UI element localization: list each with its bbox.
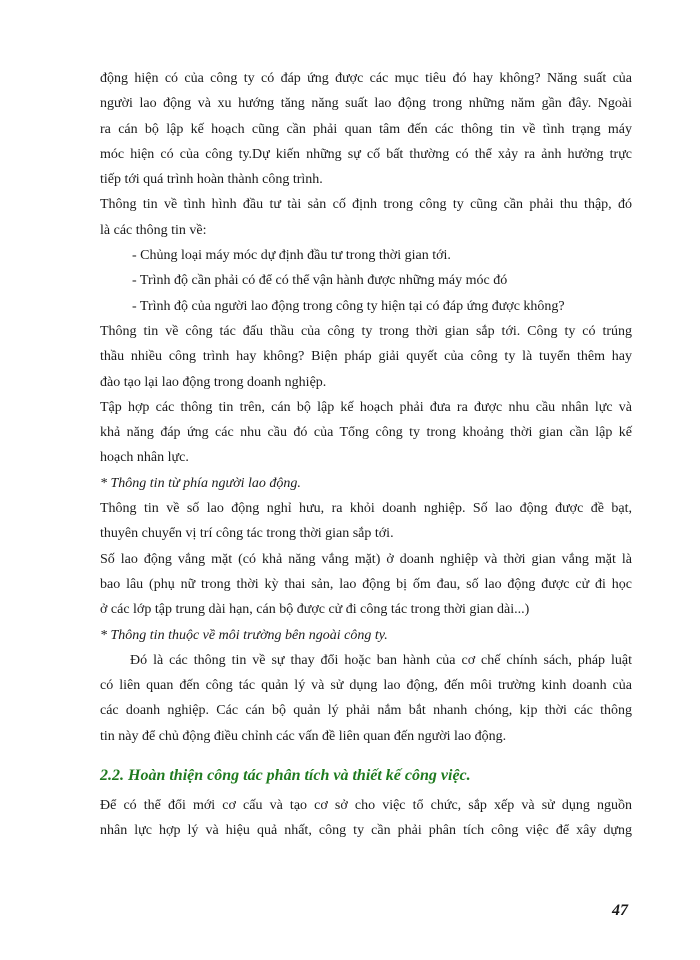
paragraph-summary — [100, 395, 632, 471]
paragraph-machinery — [100, 66, 632, 192]
text-line: người lao động và xu hướng tăng năng suất lao động trong những năm gần đây. Ngoài — [100, 96, 632, 112]
text-line: bao lâu (phụ nữ trong thời kỳ thai sản, lao động bị ốm đau, số lao động được cử đi học — [100, 576, 632, 592]
text-line: Để có thể đổi mới cơ cấu và tạo cơ sở cho việc tổ chức, sắp xếp và sử dụng nguồn — [100, 798, 632, 814]
paragraph-absence — [100, 547, 632, 623]
list-item: - Trình độ của người lao động trong công ty hiện tại có đáp ứng được không? — [132, 298, 565, 314]
subheading-workers: * Thông tin từ phía người lao động. — [100, 475, 301, 491]
text-line: ra cán bộ lập kế hoạch cũng cần phải quan tâm đến các thông tin về tình trạng máy — [100, 121, 632, 137]
text-line: có liên quan đến công tác quản lý và sử dụng lao động, đến môi trường kinh doanh của — [100, 678, 632, 694]
list-item: - Chủng loại máy móc dự định đầu tư trong thời gian tới. — [132, 248, 451, 264]
text-line: thầu nhiều công trình hay không? Biện pháp giải quyết của công ty là tuyển thêm hay — [100, 349, 632, 365]
text-line: động hiện có của công ty có đáp ứng được các mục tiêu đó hay không? Năng suất của — [100, 71, 632, 86]
paragraph-investment — [100, 192, 632, 243]
text-line: Tập hợp các thông tin trên, cán bộ lập kế hoạch phải đưa ra được nhu cầu nhân lực và — [100, 399, 632, 415]
page-number: 47 — [612, 902, 628, 919]
paragraph-job-analysis — [100, 793, 632, 844]
text-line: đào tạo lại lao động trong doanh nghiệp. — [100, 374, 327, 390]
text-line: Số lao động vắng mặt (có khả năng vắng mặt) ở doanh nghiệp và thời gian vắng mặt là — [100, 551, 632, 567]
text-line: móc hiện có của công ty.Dự kiến những sự cố bất thường có thể xảy ra ảnh hưởng trực — [100, 146, 632, 162]
list-item: - Trình độ cần phải có để có thể vận hành được những máy móc đó — [132, 273, 508, 289]
text-line: Thông tin về tình hình đầu tư tài sản cố định trong công ty cũng cần phải thu thập, đó — [100, 197, 632, 213]
bullet-list — [100, 243, 632, 319]
paragraph-policy — [100, 648, 632, 749]
paragraph-bidding — [100, 319, 632, 395]
text-line: nhân lực hợp lý và hiệu quả nhất, công ty cần phải phân tích công việc để xây dựng — [100, 823, 632, 839]
document-page — [100, 66, 632, 844]
text-line: các doanh nghiệp. Các cán bộ quản lý phải nắm bắt nhanh chóng, kịp thời các thông — [100, 703, 632, 719]
text-line: tin này để chủ động điều chỉnh các vấn đề liên quan đến người lao động. — [100, 728, 507, 744]
text-line: khả năng đáp ứng các nhu cầu đó của Tổng công ty trong khoảng thời gian cần lập kế — [100, 425, 632, 441]
subheading-environment: * Thông tin thuộc về môi trường bên ngoài công ty. — [100, 627, 388, 643]
text-line: thuyên chuyển vị trí công tác trong thời gian sắp tới. — [100, 526, 394, 542]
text-line: là các thông tin về: — [100, 222, 207, 238]
paragraph-retirement — [100, 496, 632, 547]
text-line: hoạch nhân lực. — [100, 450, 189, 466]
text-line: ở các lớp tập trung dài hạn, cán bộ được cử đi công tác trong thời gian dài...) — [100, 602, 530, 618]
text-line: Thông tin về công tác đấu thầu của công ty trong thời gian sắp tới. Công ty có trúng — [100, 323, 632, 339]
section-heading: 2.2. Hoàn thiện công tác phân tích và thiết kế công việc. — [100, 767, 471, 785]
text-line: tiếp tới quá trình hoàn thành công trình. — [100, 172, 323, 188]
text-line: Thông tin về số lao động nghỉ hưu, ra khỏi doanh nghiệp. Số lao động được đề bạt, — [100, 501, 632, 517]
text-line: Đó là các thông tin về sự thay đổi hoặc ban hành của cơ chế chính sách, pháp luật — [130, 652, 632, 668]
